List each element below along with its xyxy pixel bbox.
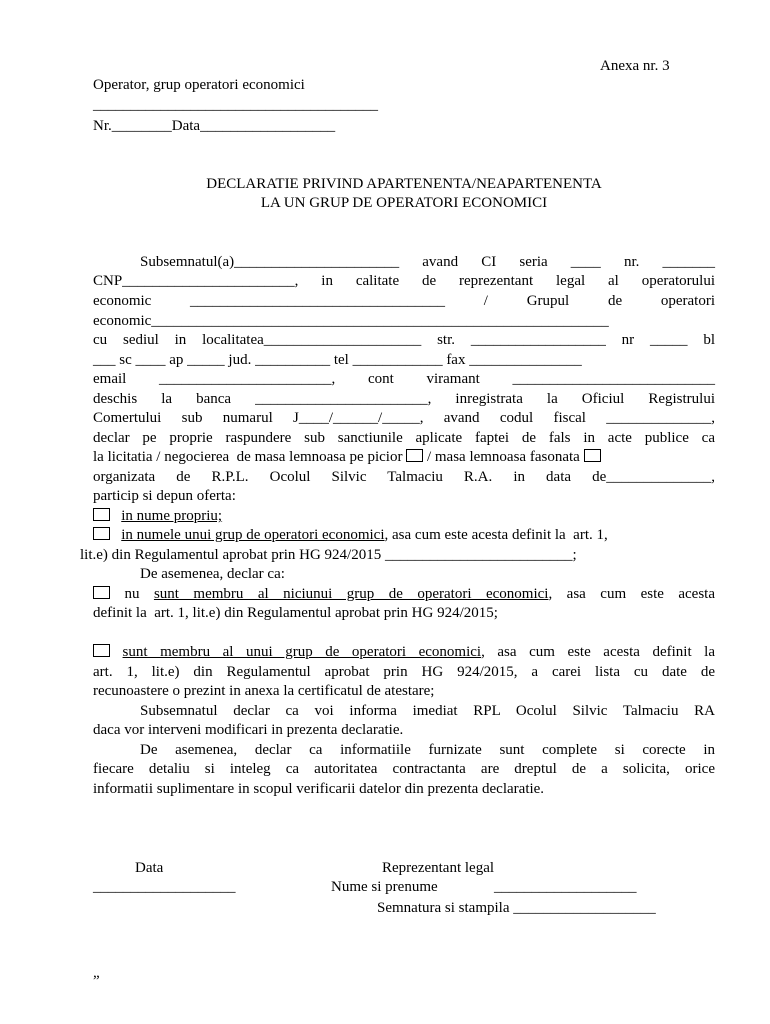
footer-mark: „ [93,965,100,981]
member-line3: recunoastere o prezint in anexa la certificatul de atestare; [93,683,435,699]
option-own-name [93,508,222,525]
bank-line: deschis la banca _______________________, inregistrata la Oficiul Registrului [93,391,715,407]
group-checkbox[interactable] [93,527,110,540]
group-label-rest: , asa cum este acesta definit la art. 1, [384,527,608,543]
masa-fasonata-checkbox[interactable] [584,449,601,462]
member-label: sunt membru al unui grup de operatori economici [122,644,482,660]
name-label: Nume si prenume [331,879,438,895]
fasonata-text: / masa lemnoasa fasonata [426,449,580,465]
option-group [93,527,608,544]
licitatie-line [93,449,601,466]
operator-line: ______________________________________ [93,97,378,113]
name-line: ___________________ [494,879,637,895]
nr-data-line: Nr.________Data__________________ [93,118,336,134]
email-line: email _______________________, cont viramant ___________________________ [93,371,715,387]
info-paragraph-l1: De asemenea, declar ca informatiile furnizate sunt complete si corecte in [140,742,715,758]
date-label: Data [135,860,164,876]
economic-line: economic __________________________________ / Grupul de operatori [93,293,715,309]
inform-paragraph-l1: Subsemnatul declar ca voi informa imediat RPL Ocolul Silvic Talmaciu RA [140,703,715,719]
member-checkbox[interactable] [93,644,110,657]
economic-line-2: economic_____________________________________________________________ [93,313,609,329]
not-member-line2: definit la art. 1, lit.e) din Regulamentul aprobat prin HG 924/2015; [93,605,498,621]
declar-line: declar pe proprie raspundere sub sanctiunile aplicate faptei de fals in acte publice ca [93,430,715,446]
not-member-rest: , asa cum este acesta [548,586,716,602]
not-member-checkbox[interactable] [93,586,110,599]
member-rest: , asa cum este acesta definit la [481,644,715,660]
own-name-checkbox[interactable] [93,508,110,521]
not-member-line [93,586,715,603]
own-name-label: in nume propriu; [121,508,223,524]
not-member-prefix: nu [124,586,154,602]
group-label-line2: lit.e) din Regulamentul aprobat prin HG 924/2015 _________________________; [80,547,577,563]
date-line: ___________________ [93,879,236,895]
member-line2: art. 1, lit.e) din Regulamentul aprobat prin HG 924/2015, a carei lista cu date de [93,664,715,680]
annex-number: Anexa nr. 3 [600,58,670,74]
group-label: in numele unui grup de operatori economici [121,527,385,543]
info-paragraph-l3: informatii suplimentare in scopul verificarii datelor din prezenta declaratie. [93,781,545,797]
signature-stamp-label: Semnatura si stampila ___________________ [377,900,656,916]
not-member-label: sunt membru al niciunui grup de operatori economici [153,586,549,602]
registry-line: Comertului sub numarul J____/______/_____, avand codul fiscal ______________, [93,410,715,426]
licitatie-text: la licitatia / negocierea de masa lemnoasa pe picior [93,449,403,465]
address-line: ___ sc ____ ap _____ jud. __________ tel ____________ fax _______________ [93,352,582,368]
organizata-line: organizata de R.P.L. Ocolul Silvic Talmaciu R.A. in data de______________, [93,469,715,485]
sediu-line: cu sediul in localitatea_____________________ str. __________________ nr _____ bl [93,332,715,348]
representative-label: Reprezentant legal [382,860,495,876]
subsemnatul-line: Subsemnatul(a)______________________ avand CI seria ____ nr. _______ [140,254,715,270]
also-declare-line: De asemenea, declar ca: [140,566,285,582]
inform-paragraph-l2: daca vor interveni modificari in prezenta declaratie. [93,722,404,738]
document-title-line2: LA UN GRUP DE OPERATORI ECONOMICI [260,195,548,211]
cnp-line: CNP_______________________, in calitate de reprezentant legal al operatorului [93,273,715,289]
info-paragraph-l2: fiecare detaliu si inteleg ca autoritatea contractanta are dreptul de a solicita, orice [93,761,715,777]
document-title-line1: DECLARATIE PRIVIND APARTENENTA/NEAPARTENENTA [206,176,602,192]
masa-picior-checkbox[interactable] [406,449,423,462]
operator-label: Operator, grup operatori economici [93,77,305,93]
participa-line: particip si depun oferta: [93,488,236,504]
member-line [93,644,715,661]
